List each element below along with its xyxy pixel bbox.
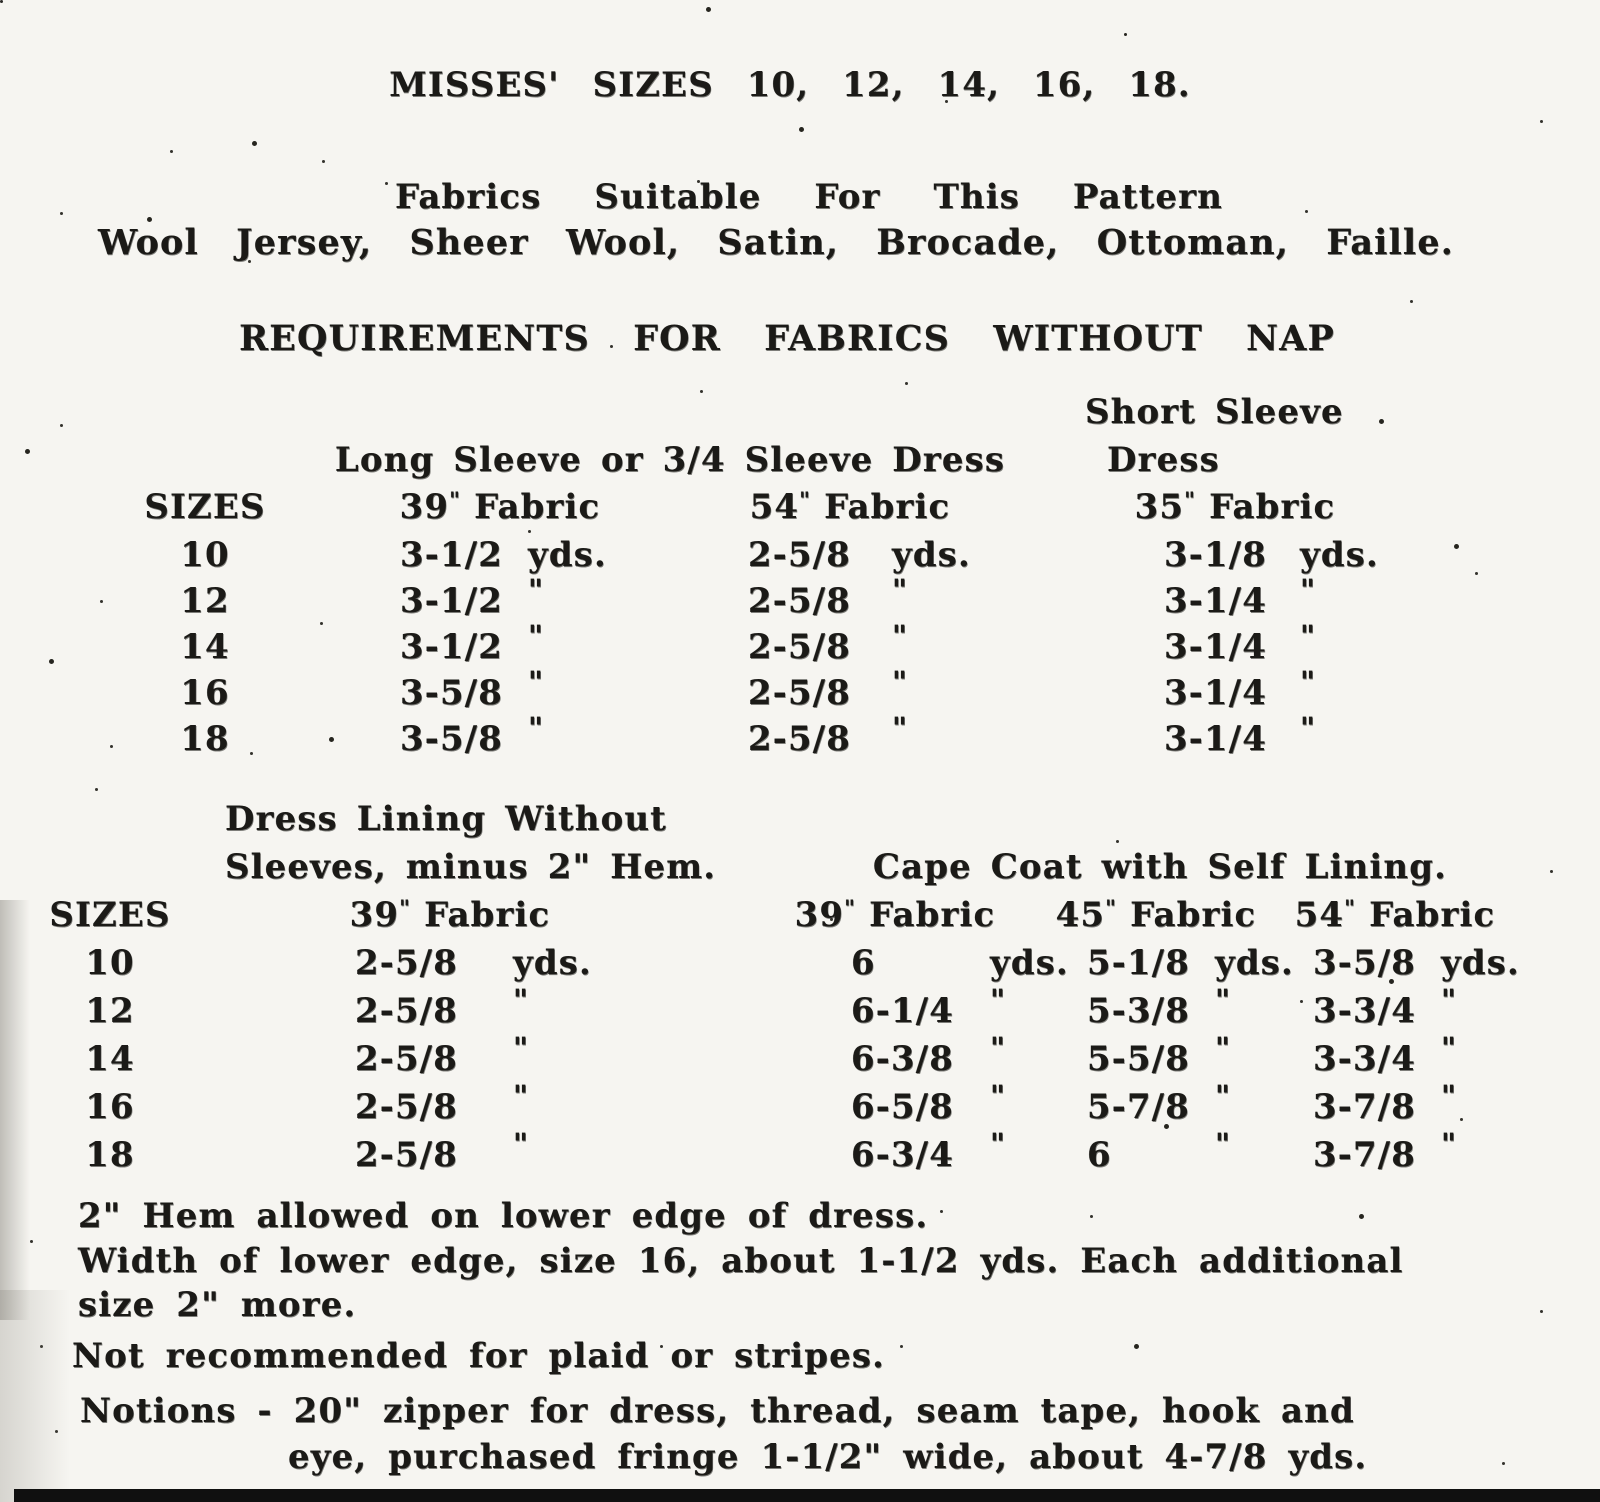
cell-value: 3-1/2 " — [400, 619, 545, 667]
cell-size: 10 — [180, 535, 230, 575]
cell-size: 12 — [85, 991, 135, 1031]
cell-value: 5-5/8 " — [1087, 1031, 1232, 1079]
requirements-heading: REQUIREMENTS FOR FABRICS WITHOUT NAP — [239, 318, 1335, 359]
table1-column-headers — [90, 484, 1450, 532]
cell-size: 16 — [180, 673, 230, 713]
cell-value: 2-5/8 " — [355, 1079, 530, 1127]
cell-value: 6-1/4 " — [851, 983, 1007, 1031]
group-header-short-sleeve — [1020, 388, 1450, 484]
note-notions-line2: eye, purchased fringe 1-1/2" wide, about 4-7/8 yds. — [288, 1437, 1368, 1477]
inch-mark: " — [1184, 487, 1196, 512]
cell-value: 3-1/4 " — [1164, 711, 1317, 759]
cell-value: 3-3/4 " — [1313, 1031, 1458, 1079]
cell-value: 2-5/8 " — [355, 1031, 530, 1079]
cell-value: 3-7/8 " — [1313, 1079, 1458, 1127]
scan-bottom-edge-bar — [14, 1489, 1600, 1502]
inch-mark: " — [799, 487, 811, 512]
header-num: 54 — [1294, 895, 1345, 935]
table-row — [90, 573, 1450, 624]
noise-speckles — [0, 0, 3, 3]
note-lower-edge-width-line1: Width of lower edge, size 16, about 1-1/2 yds. Each additional — [78, 1241, 1404, 1281]
cell-size: 16 — [85, 1087, 135, 1127]
scan-edge-shadow — [0, 1290, 70, 1502]
table-row — [90, 532, 1450, 578]
table-dress-yardage — [90, 388, 1450, 762]
column-header-39in-fabric — [740, 891, 1050, 943]
cell-value: 3-1/4 " — [1164, 573, 1317, 621]
cell-value: 3-5/8 yds. — [1313, 943, 1520, 983]
column-header-39in-fabric — [320, 484, 680, 534]
column-header-45in-fabric — [1036, 891, 1276, 943]
column-header-54in-fabric — [1250, 891, 1540, 943]
group-header-dress-lining-line1: Dress Lining Without — [225, 799, 667, 839]
fabrics-heading: Fabrics Suitable For This Pattern — [395, 177, 1223, 217]
inch-mark: " — [449, 487, 461, 512]
column-header-35in-fabric — [1020, 484, 1450, 534]
cell-value: 2-5/8 " — [748, 665, 909, 713]
cell-size: 18 — [180, 719, 230, 759]
cell-value: 3-1/4 " — [1164, 619, 1317, 667]
page-title: MISSES' SIZES 10, 12, 14, 16, 18. — [389, 65, 1191, 105]
cell-value: 6 yds. — [851, 943, 1069, 983]
cell-value: 2-5/8 yds. — [355, 943, 592, 983]
column-header-sizes: SIZES — [144, 487, 266, 527]
cell-value: 3-5/8 " — [400, 665, 545, 713]
header-num: 39 — [399, 487, 450, 527]
table1-group-headers — [90, 388, 1450, 484]
table-lining-cape-yardage — [20, 795, 1540, 1179]
table-row — [20, 1127, 1540, 1179]
cell-value: 2-5/8 " — [748, 619, 909, 667]
header-num: 39 — [349, 895, 400, 935]
note-lower-edge-width-line2: size 2" more. — [78, 1285, 357, 1325]
fabrics-list: Wool Jersey, Sheer Wool, Satin, Brocade, Ottoman, Faille. — [98, 222, 1454, 263]
header-label: Fabric — [1130, 895, 1257, 935]
cell-value: 3-1/2 yds. — [400, 535, 607, 575]
cell-value: 5-1/8 yds. — [1087, 943, 1294, 983]
cell-value: 3-5/8 " — [400, 711, 545, 759]
table2-group-headers — [20, 795, 1540, 891]
cell-value: 2-5/8 yds. — [748, 535, 971, 575]
cell-value: 3-3/4 " — [1313, 983, 1458, 1031]
group-header-dress-lining — [200, 795, 717, 891]
inch-mark: " — [844, 895, 856, 920]
header-label: Fabric — [824, 487, 951, 527]
group-header-dress-lining-line2: Sleeves, minus 2" Hem. — [225, 847, 717, 887]
table-row — [90, 665, 1450, 716]
group-header-short-sleeve-line2: Dress — [1107, 440, 1220, 480]
group-header-long-sleeve: Long Sleeve or 3/4 Sleeve Dress — [334, 440, 1006, 480]
header-label: Fabric — [474, 487, 601, 527]
cell-value: 6-3/4 " — [851, 1127, 1007, 1175]
header-num: 45 — [1055, 895, 1106, 935]
table-row — [20, 1079, 1540, 1131]
inch-mark: " — [1105, 895, 1117, 920]
table-row — [20, 939, 1540, 987]
header-num: 35 — [1134, 487, 1185, 527]
cell-value: 6-5/8 " — [851, 1079, 1007, 1127]
header-num: 54 — [749, 487, 800, 527]
cell-size: 10 — [85, 943, 135, 983]
inch-mark: " — [399, 895, 411, 920]
group-header-cape-coat: Cape Coat with Self Lining. — [872, 847, 1448, 887]
cell-value: 6 " — [1087, 1127, 1232, 1175]
header-label: Fabric — [424, 895, 551, 935]
cell-value: 3-1/4 " — [1164, 665, 1317, 713]
header-label: Fabric — [1369, 895, 1496, 935]
cell-value: 2-5/8 " — [355, 983, 530, 1031]
cell-value: 5-3/8 " — [1087, 983, 1232, 1031]
header-num: 39 — [794, 895, 845, 935]
inch-mark: " — [1344, 895, 1356, 920]
cell-value: 6-3/8 " — [851, 1031, 1007, 1079]
cell-size: 18 — [85, 1135, 135, 1175]
table-row — [90, 619, 1450, 670]
note-notions-line1: Notions - 20" zipper for dress, thread, seam tape, hook and — [80, 1391, 1355, 1431]
cell-value: 3-1/8 yds. — [1164, 535, 1379, 575]
cell-value: 2-5/8 " — [748, 573, 909, 621]
cell-value: 5-7/8 " — [1087, 1079, 1232, 1127]
header-label: Fabric — [869, 895, 996, 935]
cell-size: 12 — [180, 581, 230, 621]
cell-value: 2-5/8 " — [355, 1127, 530, 1175]
note-hem-allowance: 2" Hem allowed on lower edge of dress. — [78, 1196, 929, 1236]
cell-value: 3-1/2 " — [400, 573, 545, 621]
cell-size: 14 — [85, 1039, 135, 1079]
note-plaid-warning: Not recommended for plaid or stripes. — [72, 1336, 886, 1376]
column-header-39in-fabric — [200, 891, 700, 943]
table-row — [20, 1031, 1540, 1083]
header-label: Fabric — [1209, 487, 1336, 527]
column-header-sizes: SIZES — [49, 895, 171, 935]
cell-value: 3-7/8 " — [1313, 1127, 1458, 1175]
table2-column-headers — [20, 891, 1540, 939]
cell-size: 14 — [180, 627, 230, 667]
column-header-54in-fabric — [680, 484, 1020, 534]
table-row — [20, 983, 1540, 1035]
cell-value: 2-5/8 " — [748, 711, 909, 759]
table-row — [90, 711, 1450, 762]
group-header-short-sleeve-line1: Short Sleeve — [1085, 392, 1344, 432]
